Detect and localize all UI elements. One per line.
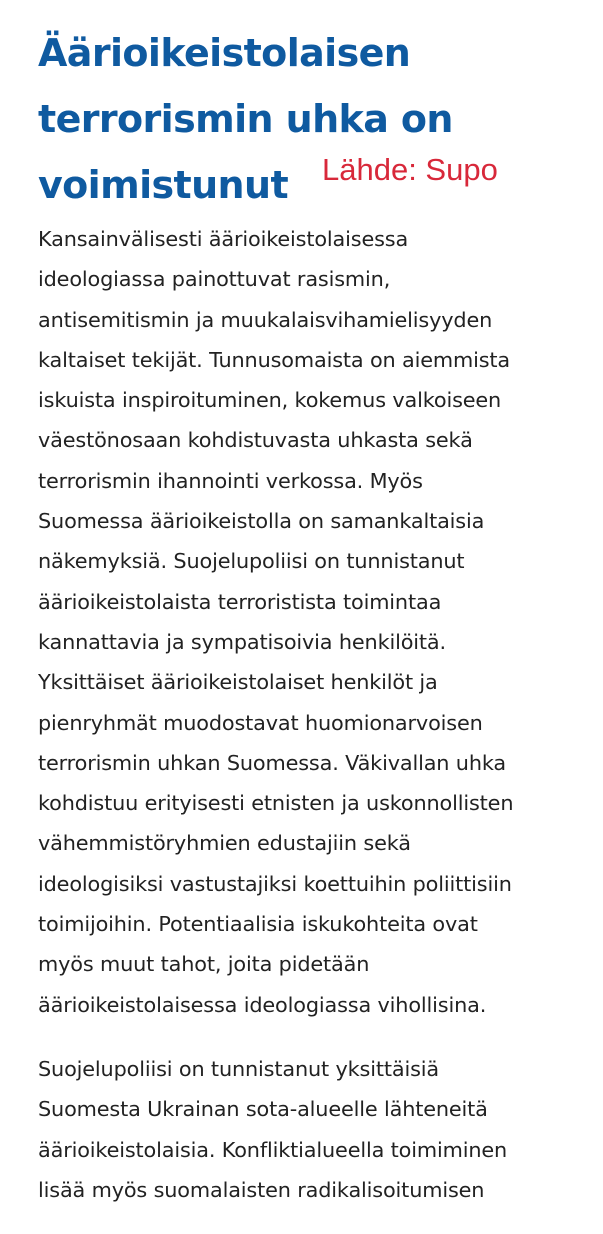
text-line: Yksittäiset äärioikeistolaiset henkilöt ja bbox=[38, 670, 438, 695]
text-line: Suomesta Ukrainan sota-alueelle lähteneitä bbox=[38, 1097, 488, 1122]
paragraph bbox=[38, 219, 598, 1025]
headline-line: voimistunut bbox=[38, 163, 289, 207]
text-line: ideologisiksi vastustajiksi koettuihin poliittisiin bbox=[38, 871, 512, 896]
text-line: lisää myös suomalaisten radikalisoitumisen bbox=[38, 1177, 485, 1202]
text-line: Kansainvälisesti äärioikeistolaisessa bbox=[38, 227, 409, 251]
text-line: ideologiassa painottuvat rasismin, bbox=[38, 267, 391, 292]
text-line: väestönosaan kohdistuvasta uhkasta sekä bbox=[38, 428, 473, 453]
article-body bbox=[38, 219, 598, 1234]
text-line: äärioikeistolaisessa ideologiassa vihollisina. bbox=[38, 992, 487, 1017]
text-line: näkemyksiä. Suojelupoliisi on tunnistanut bbox=[38, 549, 465, 574]
text-line: pienryhmät muodostavat huomionarvoisen bbox=[38, 710, 483, 735]
text-line: myös muut tahot, joita pidetään bbox=[38, 952, 370, 977]
text-line: terrorismin uhkan Suomessa. Väkivallan uhka bbox=[38, 750, 506, 775]
text-line: kohdistuu erityisesti etnisten ja uskonnollisten bbox=[38, 791, 514, 816]
source-annotation: Lähde: Supo bbox=[322, 152, 498, 187]
headline-line: terrorismin uhka on bbox=[38, 97, 453, 141]
headline-line: Äärioikeistolaisen bbox=[38, 31, 411, 75]
text-line: Suojelupoliisi on tunnistanut yksittäisiä bbox=[38, 1056, 439, 1081]
text-line: kaltaiset tekijät. Tunnusomaista on aiemmista bbox=[38, 347, 511, 372]
text-line: Suomessa äärioikeistolla on samankaltaisia bbox=[38, 509, 485, 534]
text-line: antisemitismin ja muukalaisvihamielisyyden bbox=[38, 307, 493, 332]
text-line: iskuista inspiroituminen, kokemus valkoiseen bbox=[38, 388, 502, 413]
text-line: kannattavia ja sympatisoivia henkilöitä. bbox=[38, 629, 446, 654]
paragraph bbox=[38, 1049, 598, 1210]
text-line: terrorismin ihannointi verkossa. Myös bbox=[38, 468, 423, 493]
text-line: vähemmistöryhmien edustajiin sekä bbox=[38, 831, 411, 856]
text-line: toimijoihin. Potentiaalisia iskukohteita ovat bbox=[38, 912, 478, 937]
text-line: äärioikeistolaisia. Konfliktialueella toimiminen bbox=[38, 1137, 508, 1162]
text-line: äärioikeistolaista terroristista toimintaa bbox=[38, 589, 442, 614]
